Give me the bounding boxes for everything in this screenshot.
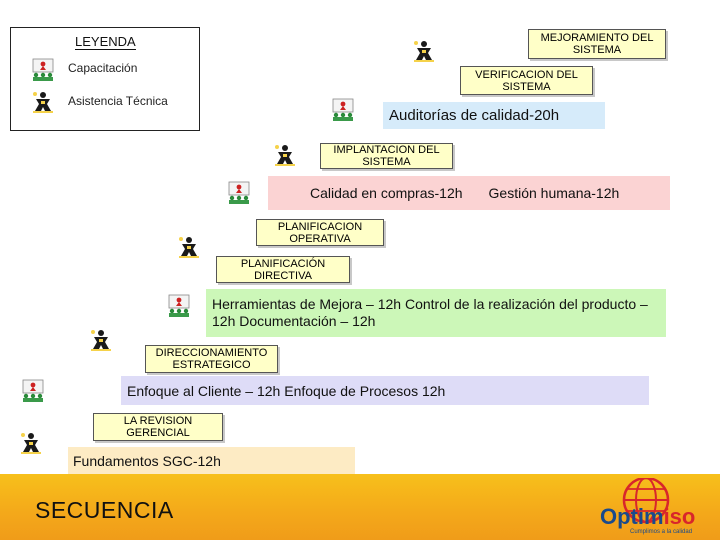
technical-assistance-icon (88, 327, 114, 353)
technical-assistance-icon (176, 234, 202, 260)
technical-assistance-icon (18, 430, 44, 456)
stage-direccionamiento: DIRECCIONAMIENTO ESTRATEGICO (145, 345, 278, 373)
course-gestion-humana: Gestión humana-12h (488, 185, 620, 201)
stage-revision: LA REVISION GERENCIAL (93, 413, 223, 441)
training-icon (20, 378, 46, 404)
stage-planificacion-directiva: PLANIFICACIÓN DIRECTIVA (216, 256, 350, 283)
course-compras: Calidad en compras-12h (310, 185, 463, 201)
course-enfoque: Enfoque al Cliente – 12h Enfoque de Procesos 12h (121, 376, 649, 405)
course-fundamentos: Fundamentos SGC-12h (68, 447, 355, 475)
technical-assistance-icon (30, 89, 56, 115)
logo-tagline: Cumplimos a la calidad (630, 529, 693, 535)
training-icon (166, 293, 192, 319)
course-herramientas: Herramientas de Mejora – 12h Control de la realización del producto – 12h Documentación – 12h (206, 289, 666, 337)
technical-assistance-icon (272, 142, 298, 168)
logo-text (600, 504, 695, 530)
training-icon (226, 180, 252, 206)
legend-title: LEYENDA (75, 34, 136, 49)
technical-assistance-icon (411, 38, 437, 64)
course-auditorias: Auditorías de calidad-20h (383, 102, 605, 129)
stage-mejoramiento: MEJORAMIENTO DEL SISTEMA (528, 29, 666, 59)
stage-implantacion: IMPLANTACION DEL SISTEMA (320, 143, 453, 169)
logo-text-iso: iso (663, 504, 696, 529)
logo-text-optim: Optim (600, 504, 664, 529)
training-icon (330, 97, 356, 123)
legend-item-training: Capacitación (68, 61, 138, 75)
legend-item-technical-assistance: Asistencia Técnica (68, 94, 168, 108)
stage-planificacion-operativa: PLANIFICACION OPERATIVA (256, 219, 384, 246)
footer-title: SECUENCIA (35, 497, 174, 523)
stage-verificacion: VERIFICACION DEL SISTEMA (460, 66, 593, 95)
training-icon (30, 57, 56, 83)
course-row-compras (268, 176, 670, 210)
optimiso-logo (596, 478, 714, 538)
